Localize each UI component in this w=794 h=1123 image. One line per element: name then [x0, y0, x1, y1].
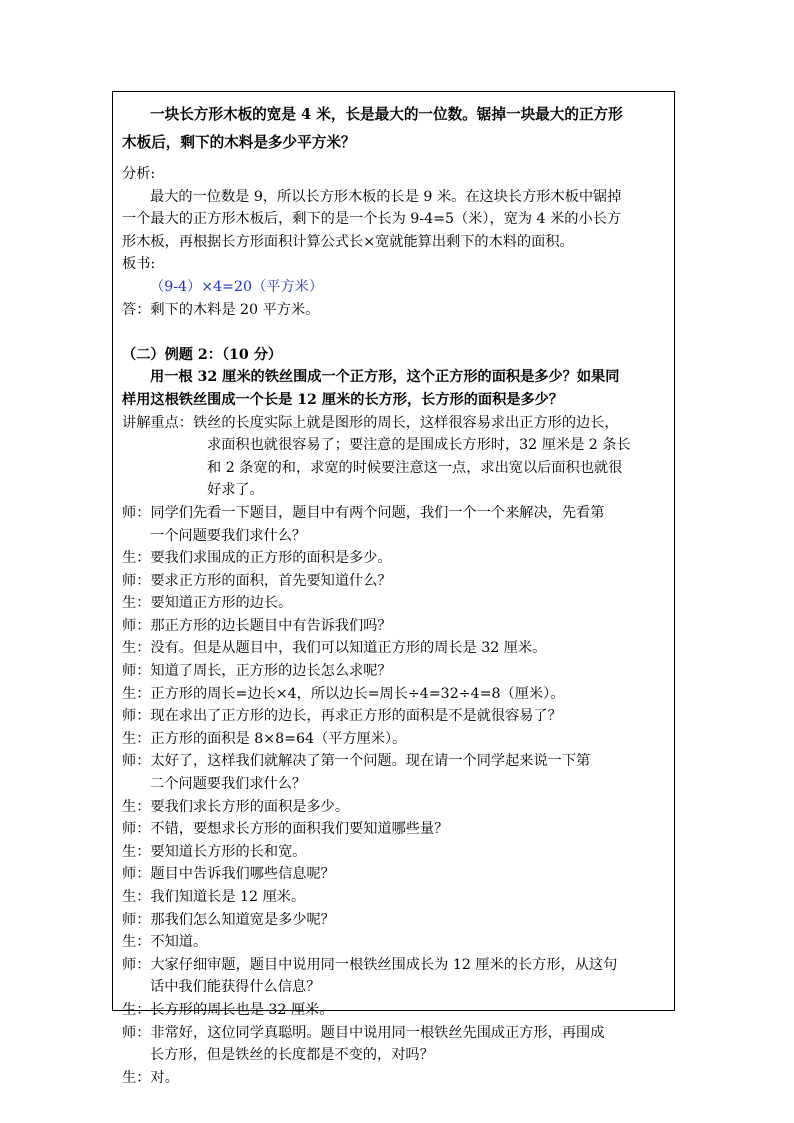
dialogue-line: 师：题目中告诉我们哪些信息呢？ — [122, 866, 335, 883]
dialogue-line: 师：现在求出了正方形的边长，再求正方形的面积是不是就很容易了？ — [122, 708, 562, 725]
problem1-line1: 一块长方形木板的宽是 4 米，长是最大的一位数。锯掉一块最大的正方形 — [150, 106, 623, 123]
lesson-content — [122, 101, 670, 1089]
dialogue-line: 师：不错，要想求长方形的面积我们要知道哪些量？ — [122, 821, 449, 838]
focus-line1: 讲解重点：铁丝的长度实际上就是图形的周长，这样很容易求出正方形的边长， — [122, 414, 619, 431]
spacer — [122, 321, 670, 344]
dialogue-line: 师：同学们先看一下题目，题目中有两个问题，我们一个一个来解决，先看第 — [122, 504, 605, 521]
dialogue-line: 师：要求正方形的面积，首先要知道什么？ — [122, 572, 392, 589]
dialogue-line: 师：那我们怎么知道宽是多少呢？ — [122, 911, 335, 928]
dialogue-line: 生：要知道长方形的长和宽。 — [122, 843, 307, 860]
dialogue-line: 生：要我们求围成的正方形的面积是多少。 — [122, 550, 392, 567]
focus-line4: 好求了。 — [207, 482, 264, 499]
example2-question-line1: 用一根 32 厘米的铁丝围成一个正方形，这个正方形的面积是多少？如果同 — [150, 369, 620, 386]
dialogue-line: 生：正方形的周长=边长×4，所以边长=周长÷4=32÷4=8（厘米）。 — [122, 685, 565, 702]
dialogue-line: 二个问题要我们求什么？ — [150, 776, 307, 793]
dialogue-line: 生：长方形的周长也是 32 厘米。 — [122, 1001, 334, 1018]
focus-line3: 和 2 条宽的和，求宽的时候要注意这一点，求出宽以后面积也就很 — [207, 459, 623, 476]
dialogue-line: 师：那正方形的边长题目中有告诉我们吗？ — [122, 617, 392, 634]
dialogue-line: 师：大家仔细审题，题目中说用同一根铁丝围成长为 12 厘米的长方形，从这句 — [122, 956, 618, 973]
example2-question-line2: 样用这根铁丝围成一个长是 12 厘米的长方形，长方形的面积是多少？ — [122, 391, 564, 408]
analysis-text1: 最大的一位数是 9，所以长方形木板的长是 9 米。在这块长方形木板中锯掉 — [150, 188, 622, 205]
dialogue-line: 生：要知道正方形的边长。 — [122, 595, 293, 612]
analysis-label: 分析: — [122, 166, 156, 182]
dialogue-line: 师：知道了周长，正方形的边长怎么求呢？ — [122, 663, 392, 680]
analysis-text3: 形木板，再根据长方形面积计算公式长×宽就能算出剩下的木料的面积。 — [122, 233, 574, 250]
board-answer: 答：剩下的木料是 20 平方米。 — [122, 301, 320, 318]
dialogue-line: 生：要我们求长方形的面积是多少。 — [122, 798, 350, 815]
dialogue-line: 生：对。 — [122, 1069, 179, 1086]
dialogue-line: 一个问题要我们求什么？ — [150, 527, 307, 544]
dialogue-line: 生：正方形的面积是 8×8=64（平方厘米）。 — [122, 730, 407, 747]
dialogue-line: 师：太好了，这样我们就解决了第一个问题。现在请一个同学起来说一下第 — [122, 753, 591, 770]
dialogue-line: 长方形，但是铁丝的长度都是不变的，对吗？ — [150, 1047, 434, 1064]
dialogue-line: 话中我们能获得什么信息？ — [150, 979, 321, 996]
analysis-text2: 一个最大的正方形木板后，剩下的是一个长为 9-4=5（米），宽为 4 米的小长方 — [122, 211, 622, 228]
dialogue-line: 生：我们知道长是 12 厘米。 — [122, 889, 306, 905]
dialogue-line: 生：没有。但是从题目中，我们可以知道正方形的周长是 32 厘米。 — [122, 640, 547, 657]
lesson-frame — [112, 91, 675, 1086]
focus-line2: 求面积也就很容易了；要注意的是围成长方形时，32 厘米是 2 条长 — [207, 437, 631, 454]
problem1-line2: 木板后，剩下的木料是多少平方米？ — [122, 134, 356, 151]
dialogue-line: 生：不知道。 — [122, 934, 208, 951]
board-label: 板书: — [122, 256, 156, 273]
board-formula: （9-4）×4=20（平方米） — [150, 278, 324, 295]
example2-heading: （二）例题 2：（10 分） — [122, 346, 283, 363]
dialogue-line: 师：非常好，这位同学真聪明。题目中说用同一根铁丝先围成正方形，再围成 — [122, 1024, 605, 1041]
